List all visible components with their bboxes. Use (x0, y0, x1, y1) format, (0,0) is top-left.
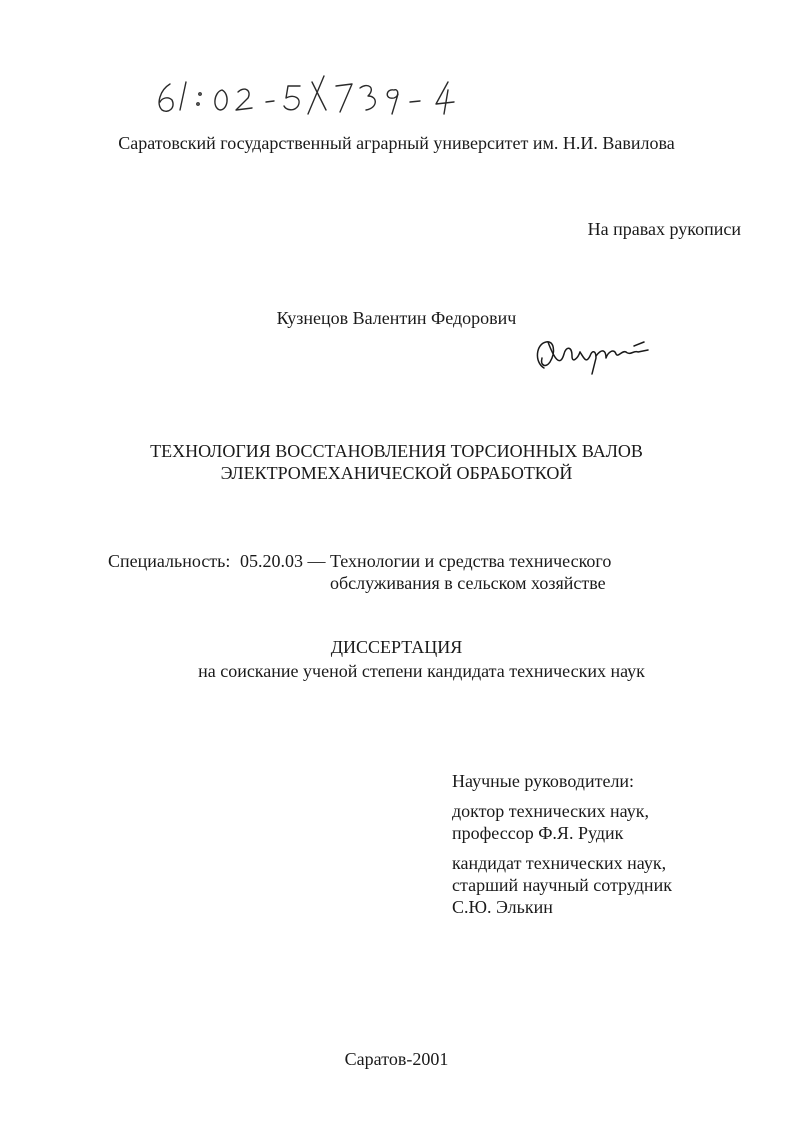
specialty-code-line-1: 05.20.03 — Технологии и средства технического (240, 551, 612, 571)
thesis-title-line-2: ЭЛЕКТРОМЕХАНИЧЕСКОЙ ОБРАБОТКОЙ (220, 463, 573, 483)
thesis-title (0, 440, 793, 484)
thesis-title-line-1: ТЕХНОЛОГИЯ ВОССТАНОВЛЕНИЯ ТОРСИОННЫХ ВАЛОВ (150, 441, 643, 461)
advisors-heading: Научные руководители: (452, 771, 635, 791)
document-type: ДИССЕРТАЦИЯ (330, 637, 463, 657)
author-signature (530, 328, 655, 378)
advisor-2-degree: кандидат технических наук, (452, 853, 667, 873)
advisor-1 (452, 800, 672, 844)
document-purpose: на соискание ученой степени кандидата технических наук (198, 661, 645, 681)
university-name: Саратовский государственный аграрный университет им. Н.И. Вавилова (118, 133, 675, 153)
advisor-2-position: старший научный сотрудник (452, 875, 672, 895)
handwritten-archive-number (148, 64, 528, 124)
advisor-2-name: С.Ю. Элькин (452, 897, 553, 917)
author-name: Кузнецов Валентин Федорович (276, 308, 517, 328)
advisor-1-name: профессор Ф.Я. Рудик (452, 823, 624, 843)
specialty-code-line-2: обслуживания в сельском хозяйстве (330, 573, 606, 593)
manuscript-note: На правах рукописи (587, 219, 741, 239)
handwritten-archive-number-drawing (148, 64, 528, 124)
scientific-advisors (452, 770, 672, 926)
advisor-1-degree: доктор технических наук, (452, 801, 649, 821)
specialty-label: Специальность: (108, 551, 231, 571)
city-year: Саратов-2001 (344, 1049, 449, 1069)
advisor-2 (452, 852, 672, 918)
signature-drawing (530, 328, 655, 378)
